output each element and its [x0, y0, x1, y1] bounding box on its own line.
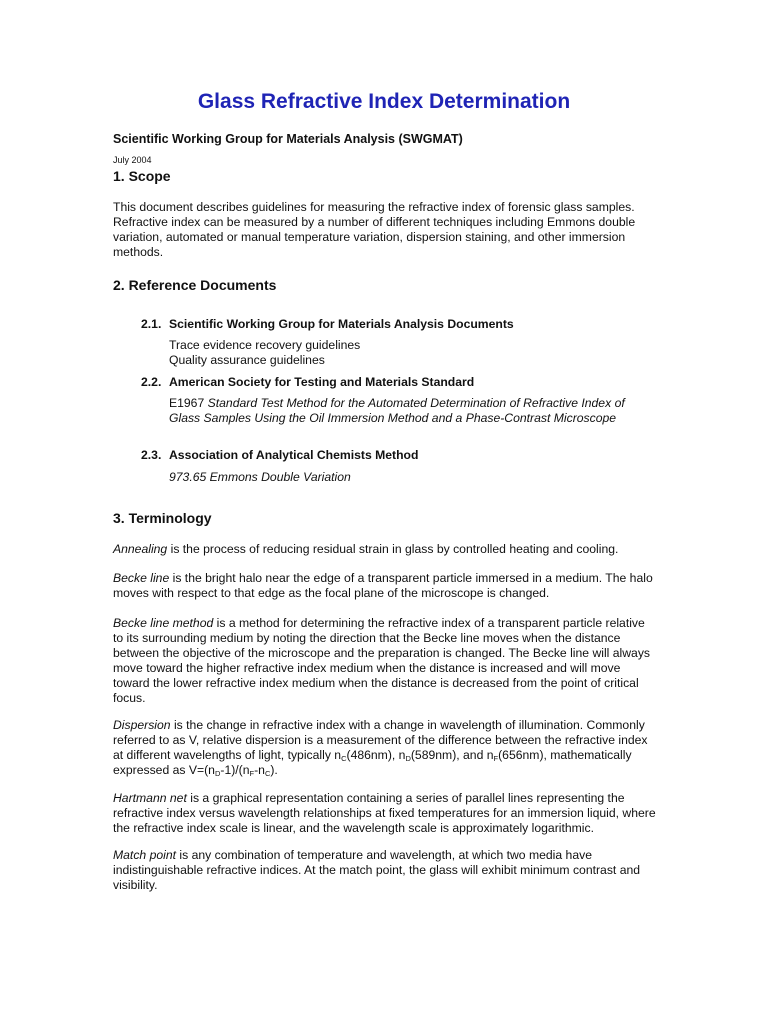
term-definition: is any combination of temperature and wavelength, at which two media have indistinguishable refractive indices. At the match point, the glass will exhibit minimum contrast and visibility. [113, 848, 641, 892]
reference-item: Quality assurance guidelines [169, 353, 325, 367]
section-number: 2.2. [141, 375, 162, 389]
document-date: July 2004 [113, 155, 152, 165]
term-name: Dispersion [113, 718, 171, 732]
subscript: F [249, 769, 255, 778]
term-definition: is the process of reducing residual strain in glass by controlled heating and cooling. [167, 542, 619, 556]
term-annealing [113, 542, 658, 557]
subscript: D [405, 754, 411, 763]
scope-paragraph: This document describes guidelines for measuring the refractive index of forensic glass samples. Refractive index can be measured by a number of different techniques including Emmons double variation, automated or manual temperature variation, dispersion staining, and other immersion methods. [113, 200, 636, 259]
term-definition: is a method for determining the refractive index of a transparent particle relative to its surrounding medium by noting the direction that the Becke line moves when the distance between the objective of the microscope and the preparation is changed. The Becke line will always move toward the higher refractive index medium when the distance is increased and will move toward the lower refractive index medium when the distance is decreased from the point of critical focus. [113, 616, 651, 705]
term-name: Becke line [113, 571, 170, 585]
subscript: C [341, 754, 347, 763]
section-number: 2.3. [141, 448, 162, 462]
term-definition: (656nm), mathematically expressed as V=(n [113, 748, 632, 777]
term-match-point [113, 848, 658, 893]
term-definition: is the bright halo near the edge of a transparent particle immersed in a medium. The halo moves with respect to that edge as the focal plane of the microscope is changed. [113, 571, 653, 600]
section-title: Scientific Working Group for Materials Analysis Documents [169, 317, 514, 331]
reference-item: 973.65 Emmons Double Variation [169, 470, 351, 484]
term-name: Match point [113, 848, 177, 862]
document-subtitle: Scientific Working Group for Materials Analysis (SWGMAT) [113, 132, 463, 146]
terminology-heading: 3. Terminology [113, 510, 212, 526]
term-definition: -n [254, 763, 265, 777]
term-name: Becke line method [113, 616, 214, 630]
references-heading: 2. Reference Documents [113, 277, 277, 293]
subscript: C [264, 769, 271, 778]
section-number: 2.1. [141, 317, 162, 331]
term-definition: is a graphical representation containing a series of parallel lines representing the refractive index versus wavelength relationships at fixed temperatures for an immersion liquid, where the refractive index scale is linear, and the wavelength scale is approximately logarithmic. [113, 791, 656, 835]
reference-item: Trace evidence recovery guidelines [169, 338, 361, 352]
term-becke-line-method [113, 616, 658, 706]
term-definition: ). [270, 763, 278, 777]
section-title: American Society for Testing and Materials Standard [169, 375, 475, 389]
term-definition: is the change in refractive index with a change in wavelength of illumination. Commonly referred to as V, relative dispersion is a measurement of the difference between the refractive index at different wavelengths of light, typically n [113, 718, 648, 762]
document-title: Glass Refractive Index Determination [197, 90, 571, 113]
term-definition: -1)/(n [220, 763, 250, 777]
term-hartmann-net [113, 791, 658, 836]
term-dispersion [113, 718, 658, 778]
subscript: D [214, 769, 221, 778]
standard-code: E1967 [169, 396, 205, 410]
standard-title: Standard Test Method for the Automated Determination of Refractive Index of Glass Samples Using the Oil Immersion Method and a Phase-Contrast Microscope [169, 396, 625, 425]
term-becke-line [113, 571, 658, 601]
term-name: Annealing [113, 542, 168, 556]
section-title: Association of Analytical Chemists Method [169, 448, 419, 462]
scope-heading: 1. Scope [113, 168, 171, 184]
subscript: F [493, 754, 499, 763]
term-name: Hartmann net [113, 791, 187, 805]
reference-item [169, 396, 639, 426]
term-definition: (486nm), n [346, 748, 406, 762]
term-definition: (589nm), and n [410, 748, 494, 762]
